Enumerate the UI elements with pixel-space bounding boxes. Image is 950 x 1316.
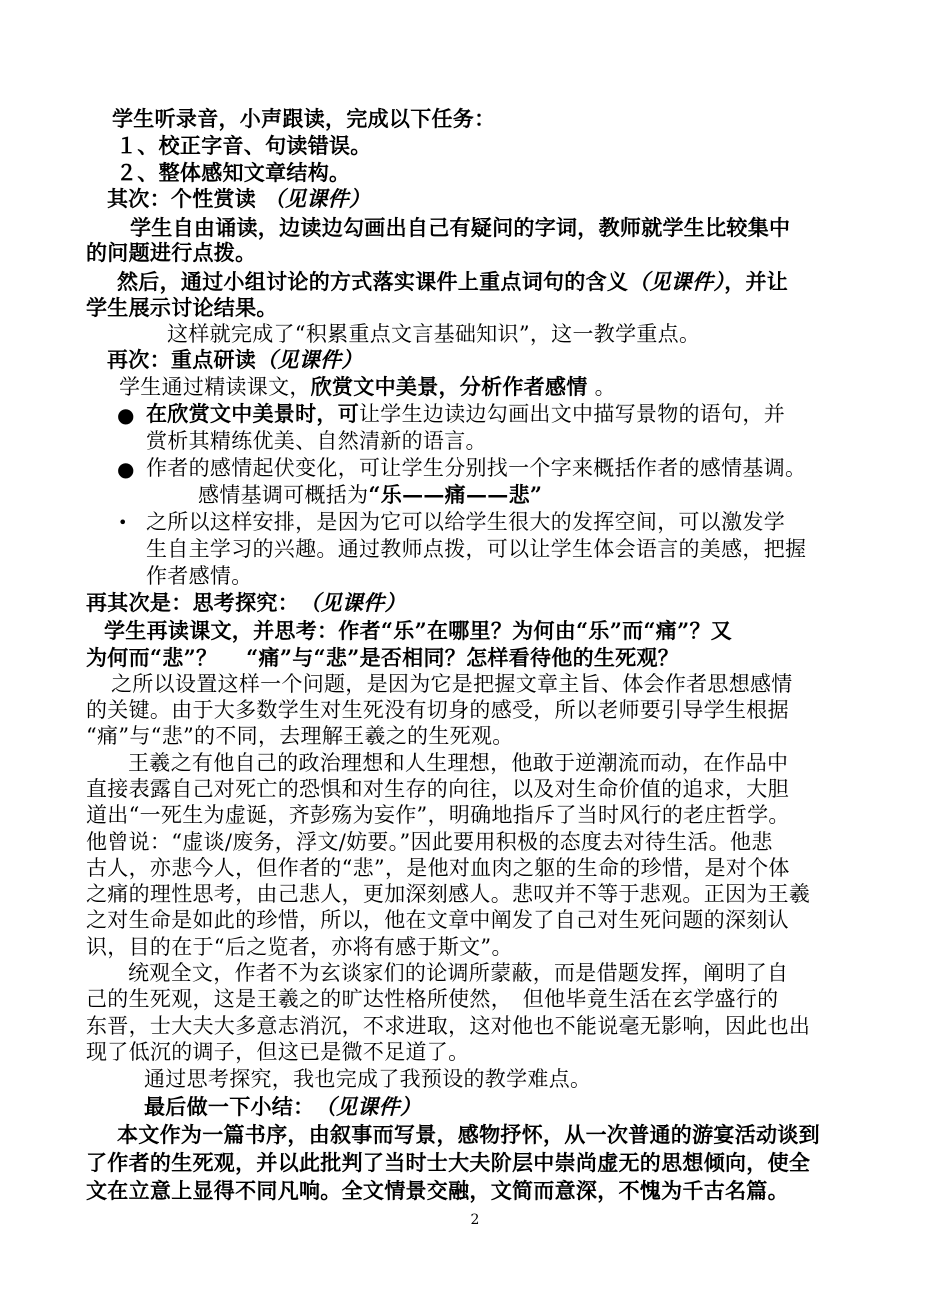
text-line (146, 401, 785, 427)
text-line (86, 590, 406, 616)
text-segment: 识，目的在于“后之览者，亦将有感于斯文”。 (86, 935, 513, 959)
text-segment: 在欣赏文中美景时，可 (146, 401, 359, 426)
text-segment: 之所以设置这样一个问题，是因为它是把握文章主旨、体会作者思想感情 (111, 672, 793, 696)
text-segment: 让学生边读边勾画出文中描写景物的语句，并 (359, 402, 785, 426)
text-segment: “乐——痛——悲” (368, 482, 543, 507)
text-segment: 的关键。由于大多数学生对生死没有切身的感受，所以老师要引导学生根据 (86, 698, 789, 722)
text-line (86, 907, 789, 933)
text-segment: 道出“一死生为虚诞，齐彭殇为妄作”，明确地指斥了当时风行的老庄哲学。 (86, 803, 790, 827)
text-line (86, 645, 679, 671)
text-line (128, 960, 788, 986)
text-line (144, 1066, 591, 1092)
text-line (86, 881, 810, 907)
text-line (111, 671, 793, 697)
text-line (86, 295, 278, 321)
text-segment: （见课件） (256, 347, 363, 372)
text-segment: 的问题进行点拨。 (86, 240, 257, 265)
text-segment: 之对生命是如此的珍惜，所以，他在文章中阐发了自己对生死问题的深刻认 (86, 908, 789, 932)
text-segment: （见课件） (628, 269, 725, 294)
text-line (86, 829, 773, 855)
text-segment: ２、整体感知文章结构。 (116, 160, 351, 185)
text-segment: 学生再读课文，并思考：作者“乐”在哪里？为何由“乐”而“痛”？又 (104, 618, 733, 643)
text-line (86, 1150, 810, 1176)
text-segment: “痛”与“悲”的不同，去理解王羲之的生死观。 (86, 724, 514, 748)
text-segment: 东晋，士大夫大多意志消沉，不求进取，这对他也不能说毫无影响，因此也出 (86, 1014, 811, 1038)
bullet-dot: ● (117, 403, 135, 427)
text-segment: ，并让 (724, 269, 789, 294)
text-segment: 学生听录音，小声跟读，完成以下任务： (112, 106, 496, 131)
text-line (86, 723, 514, 749)
text-line (86, 697, 789, 723)
text-line (86, 802, 790, 828)
text-line (146, 536, 806, 562)
text-segment: 学生自由诵读，边读边勾画出自己有疑问的字词，教师就学生比较集中 (130, 215, 791, 240)
text-segment: 这样就完成了“积累重点文言基础知识”，这一教学重点。 (167, 322, 701, 346)
text-line (116, 160, 350, 186)
bullet-dot: • (118, 513, 128, 532)
text-segment: 再其次是：思考探究： (86, 590, 310, 615)
text-line (146, 455, 806, 481)
bullet-dot: ● (117, 457, 135, 481)
text-line (198, 482, 542, 508)
text-segment: 本文作为一篇书序，由叙事而写景，感物抒怀，从一次普通的游宴活动谈到 (117, 1122, 820, 1147)
text-segment: 赏析其精练优美、自然清新的语言。 (146, 429, 487, 453)
text-segment: 。 (587, 375, 616, 399)
text-segment: 其次：个性赏读 (107, 186, 264, 211)
text-line (107, 347, 363, 373)
text-line (104, 618, 732, 644)
text-line (107, 186, 370, 212)
text-segment: 学生展示讨论结果。 (86, 295, 278, 320)
text-line (146, 563, 253, 589)
text-segment: 感情基调可概括为 (198, 483, 369, 507)
text-line (86, 986, 778, 1012)
text-segment: 为何而“悲”？ “痛”与“悲”是否相同？怎样看待他的生死观？ (86, 645, 680, 670)
text-line (117, 269, 788, 295)
text-segment: １、校正字音、句读错误。 (116, 133, 372, 158)
text-line (130, 215, 790, 241)
text-segment: 再次：重点研读 (107, 347, 257, 372)
text-line (117, 1122, 820, 1148)
text-segment: 之痛的理性思考，由己悲人，更加深刻感人。悲叹并不等于悲观。正因为王羲 (86, 882, 811, 906)
text-segment: （见课件） (325, 1094, 422, 1119)
text-line (86, 1178, 789, 1204)
text-segment: 然后，通过小组讨论的方式落实课件上重点词句的含义 (117, 269, 629, 294)
text-segment: 己的生死观，这是王羲之的旷达性格所使然， 但他毕竟生活在玄学盛行的 (86, 987, 779, 1011)
text-segment: 之所以这样安排，是因为它可以给学生很大的发挥空间，可以激发学 (146, 510, 785, 534)
text-segment: 最后做一下小结： (144, 1094, 326, 1119)
text-segment: 通过思考探究，我也完成了我预设的教学难点。 (144, 1067, 592, 1091)
text-segment: 作者的感情起伏变化，可让学生分别找一个字来概括作者的感情基调。 (146, 456, 807, 480)
text-line (146, 509, 785, 535)
text-segment: 学生通过精读课文， (119, 375, 311, 399)
text-line (112, 106, 495, 132)
text-line (86, 240, 256, 266)
text-segment: 统观全文，作者不为玄谈家们的论调所蒙蔽，而是借题发挥，阐明了自 (128, 961, 789, 985)
text-segment: 直接表露自己对死亡的恐惧和对生存的向往，以及对生命价值的追求，大胆 (86, 777, 789, 801)
text-segment: 生自主学习的兴趣。通过教师点拨，可以让学生体会语言的美感，把握 (146, 537, 807, 561)
text-line (86, 934, 513, 960)
text-line (86, 855, 790, 881)
text-segment: 古人，亦悲今人，但作者的“悲”，是他对血肉之躯的生命的珍惜，是对个体 (86, 856, 790, 880)
text-line (144, 1094, 421, 1120)
text-segment: 他曾说：“虚谈/废务，浮文/妨要。”因此要用积极的态度去对待生活。他悲 (86, 830, 773, 854)
page-number: 2 (470, 1212, 480, 1228)
text-segment: 欣赏文中美景，分析作者感情 (310, 374, 588, 399)
text-segment: （见课件） (309, 590, 406, 615)
text-segment: （见课件） (263, 186, 371, 211)
text-line (128, 750, 788, 776)
text-segment: 文在立意上显得不同凡响。全文情景交融，文简而意深，不愧为千古名篇。 (86, 1178, 789, 1203)
text-segment: 现了低沉的调子，但这已是微不足道了。 (86, 1040, 470, 1064)
text-line (146, 428, 487, 454)
text-line (116, 133, 372, 159)
text-segment: 了作者的生死观，并以此批判了当时士大夫阶层中崇尚虚无的思想倾向，使全 (86, 1150, 811, 1175)
text-line (119, 374, 616, 400)
text-line (167, 321, 700, 347)
text-segment: 作者感情。 (146, 564, 253, 588)
text-line (86, 1013, 810, 1039)
text-line (86, 1039, 469, 1065)
text-line (86, 776, 789, 802)
text-segment: 王羲之有他自己的政治理想和人生理想，他敢于逆潮流而动，在作品中 (128, 751, 789, 775)
